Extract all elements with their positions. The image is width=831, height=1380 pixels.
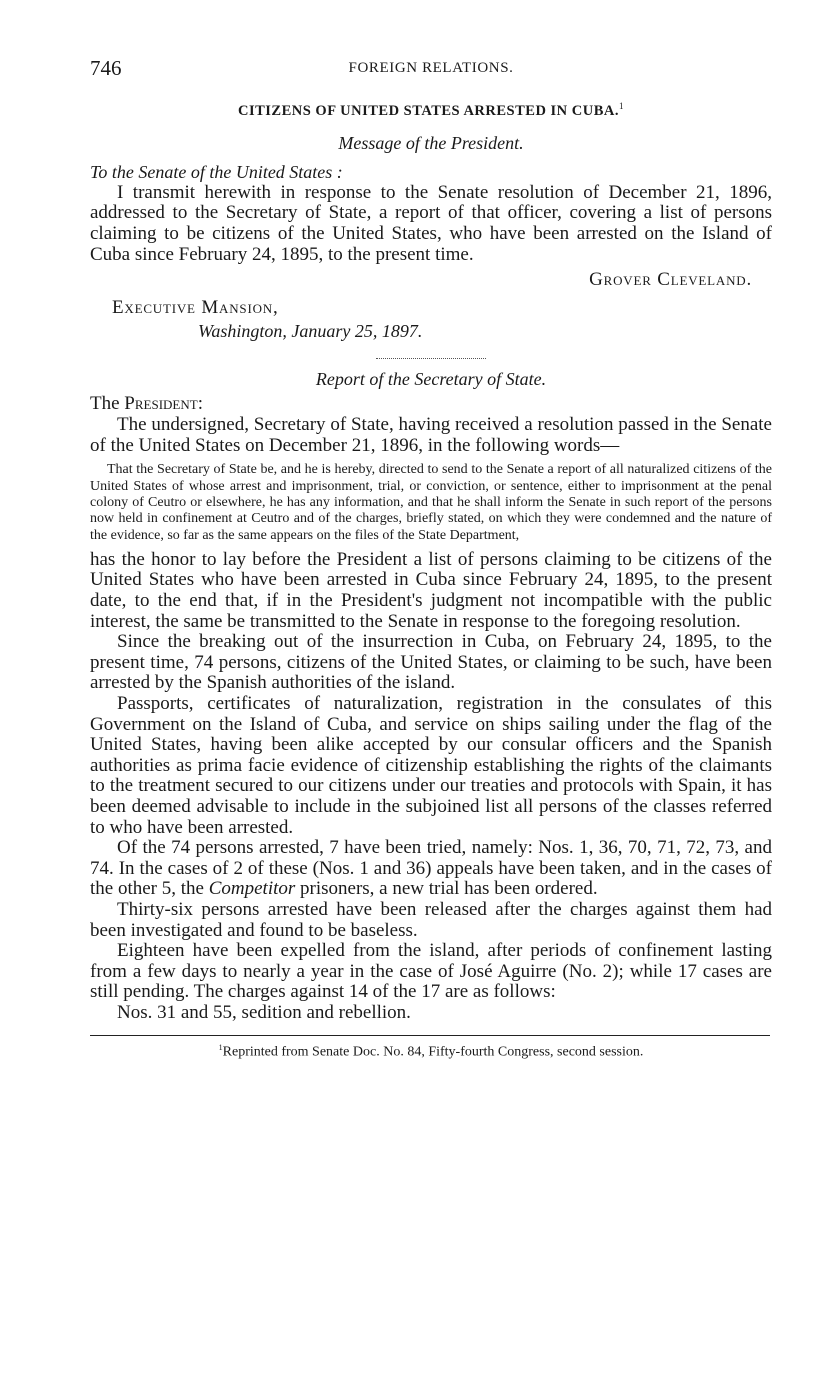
tried-text-b: prisoners, a new trial has been ordered. xyxy=(295,878,598,900)
title-footnote-mark: 1 xyxy=(619,101,624,111)
paragraph-passports: Passports, certificates of naturalization, registration in the consulates of this Government on the Island of Cuba, and service on ships sailing under the flag of the United States, having been alike accepted by our consular officers and the Spanish authorities as prima facie evidence of citizenship establishing the rights of the claimants to the treatment secured to our citizens under our treaties and protocols with Spain, it has been deemed advisable to include in the subjoined list all persons of the classes referred to who have been arrested. xyxy=(90,693,772,838)
addressee-suffix: : xyxy=(197,393,203,415)
message-body: I transmit herewith in response to the Senate resolution of December 21, 1896, addressed to the Secretary of State, a report of that officer, covering a list of persons claiming to be citizens of the United States, who have been arrested on the Island of Cuba since February 24, 1895, to the present time. xyxy=(90,181,772,265)
section-divider xyxy=(376,358,486,359)
place-line xyxy=(112,297,772,319)
tried-text-a: Of the 74 persons arrested, 7 have been tried, namely: Nos. 1, 36, 70, 71, 72, 73, and 74. In the cases of 2 of these (Nos. 1 and 36) appeals have been taken, and in the cases of the other 5, the xyxy=(90,837,772,900)
competitor-italic: Competitor xyxy=(208,878,296,900)
report-addressee xyxy=(90,393,772,415)
page-number: 746 xyxy=(90,56,122,80)
footnote-rule xyxy=(90,1035,770,1036)
footnote-mark: 1 xyxy=(218,1042,223,1052)
paragraph-released: Thirty-six persons arrested have been released after the charges against them had been investigated and found to be baseless. xyxy=(90,898,772,941)
paragraph-expelled: Eighteen have been expelled from the island, after periods of confinement lasting from a few days to nearly a year in the case of José Aguirre (No. 2); while 17 cases are still pending. The charges against 14 of the 17 are as follows: xyxy=(90,940,772,1003)
date-line: Washington, January 25, 1897. xyxy=(198,321,423,342)
page-header xyxy=(90,56,772,84)
section-title xyxy=(90,101,772,120)
report-heading: Report of the Secretary of State. xyxy=(315,369,547,390)
addressee-prefix: The xyxy=(90,393,125,415)
signature xyxy=(90,269,752,291)
paragraph-tried xyxy=(90,838,772,900)
report-continuation: has the honor to lay before the President a list of persons claiming to be citizens of the United States who have been arrested in Cuba since February 24, 1895, to the present date, to the end that, if in the President's judgment not incompatible with the public interest, the same be transmitted to the Senate in response to the foregoing resolution. xyxy=(90,548,772,632)
signature-text: Grover Cleveland. xyxy=(589,269,752,291)
message-heading: Message of the President. xyxy=(338,132,524,153)
report-intro: The undersigned, Secretary of State, having received a resolution passed in the Senate of the United States on December 21, 1896, in the following words— xyxy=(90,414,772,456)
paragraph-charges: Nos. 31 and 55, sedition and rebellion. xyxy=(117,1001,411,1023)
paragraph-insurrection: Since the breaking out of the insurrection in Cuba, on February 24, 1895, to the present time, 74 persons, citizens of the United States, or claiming to be such, have been arrested by the Spanish authorities of the island. xyxy=(90,631,772,694)
footnote-text: Reprinted from Senate Doc. No. 84, Fifty-fourth Congress, second session. xyxy=(222,1044,644,1060)
addressee-name: President xyxy=(124,393,198,415)
resolution-quote: That the Secretary of State be, and he is hereby, directed to send to the Senate a report of all naturalized citizens of the United States of whose arrest and imprisonment, trial, or conviction, or sentence, either to imprisonment at the penal colony of Ceutro or elsewhere, he has any information, and that he shall inform the Senate in such report of the persons now held in confinement at Ceutro and of the charges, briefly stated, on which they were condemned and the nature of the evidence, so far as the same appears on the files of the State Department, xyxy=(90,462,772,543)
running-title: FOREIGN RELATIONS. xyxy=(348,60,514,76)
message-salutation: To the Senate of the United States : xyxy=(90,161,343,182)
place-text: Executive Mansion, xyxy=(112,297,279,319)
footnote xyxy=(90,1043,772,1061)
section-title-text: CITIZENS OF UNITED STATES ARRESTED IN CUBA. xyxy=(237,102,619,119)
document-page xyxy=(90,56,772,1060)
